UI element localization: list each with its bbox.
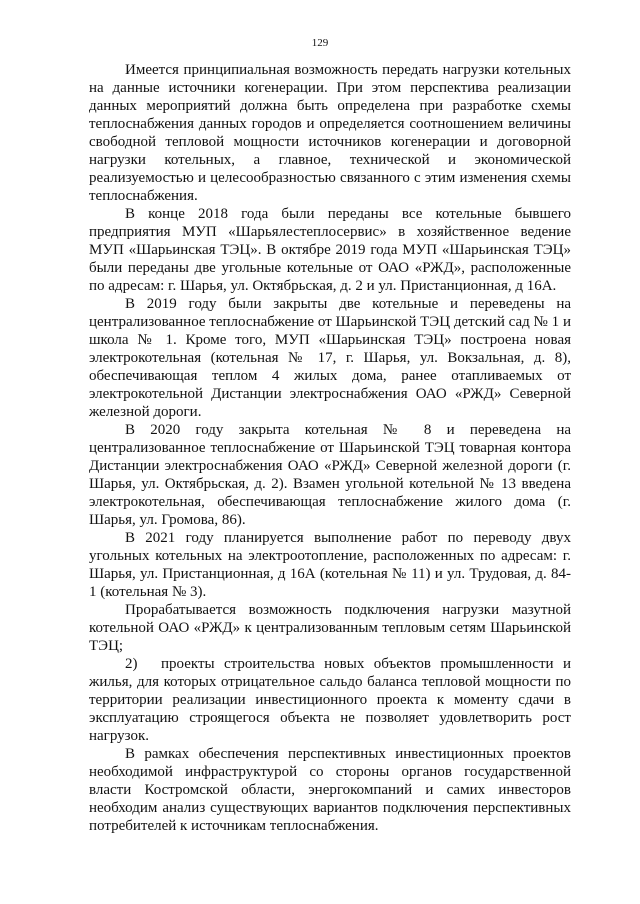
paragraph-2018-transfer: В конце 2018 года были переданы все котельные бывшего предприятия МУП «Шарьялестеплосервис» в хозяйственное ведение МУП «Шарьинская ТЭЦ». В октябре 2019 года МУП «Шарьинская ТЭЦ» были переданы две угольные котельные от ОАО «РЖД», расположенные по адресам: г. Шарья, ул. Октябрьская, д. 2 и ул. Пристанционная, д 16А. — [89, 206, 571, 294]
paragraph-2019-closures: В 2019 году были закрыты две котельные и переведены на централизованное теплоснабжение от Шарьинской ТЭЦ детский сад № 1 и школа № 1. Кроме того, МУП «Шарьинская ТЭЦ» построена новая электрокотельная (котельная № 17, г. Шарья, ул. Вокзальная, д. 8), обеспечивающая теплом 4 жилых дома, ранее отапливаемых от электрокотельной Дистанции электроснабжения ОАО «РЖД» Северной железной дороги. — [89, 296, 571, 420]
list-item-number: 2) — [125, 656, 138, 672]
document-body — [89, 61, 571, 835]
list-item-2 — [89, 655, 571, 745]
paragraph-mazut-boiler: Прорабатывается возможность подключения нагрузки мазутной котельной ОАО «РЖД» к централизованным тепловым сетям Шарьинской ТЭЦ; — [89, 602, 571, 654]
paragraph-investment-projects: В рамках обеспечения перспективных инвестиционных проектов необходимой инфраструктурой со стороны органов государственной власти Костромской области, энергокомпаний и самих инвесторов необходим анализ существующих вариантов подключения перспективных потребителей к источникам теплоснабжения. — [89, 746, 571, 834]
paragraph-cogeneration: Имеется принципиальная возможность передать нагрузки котельных на данные источники когенерации. При этом перспектива реализации данных мероприятий должна быть определена при разработке схемы теплоснабжения данных городов и определяется соотношением величины свободной тепловой мощности источников когенерации и договорной нагрузки котельных, а главное, технической и экономической реализуемостью и целесообразностью связанного с этим изменения схемы теплоснабжения. — [89, 62, 571, 204]
list-item-text: проекты строительства новых объектов промышленности и жилья, для которых отрицательное сальдо баланса тепловой мощности по территории реализации инвестиционного проекта к моменту сдачи в эксплуатацию строящегося объекта не позволяет удовлетворить рост нагрузок. — [89, 656, 571, 744]
page-number: 129 — [311, 37, 329, 49]
paragraph-2020-closures: В 2020 году закрыта котельная № 8 и переведена на централизованное теплоснабжение от Шарьинской ТЭЦ товарная контора Дистанции электроснабжения ОАО «РЖД» Северной железной дороги (г. Шарья, ул. Октябрьская, д. 2). Взамен угольной котельной № 13 введена электрокотельная, обеспечивающая теплоснабжение жилого дома (г. Шарья, ул. Громова, 86). — [89, 422, 571, 528]
paragraph-2021-plans: В 2021 году планируется выполнение работ по переводу двух угольных котельных на электроотопление, расположенных по адресам: г. Шарья, ул. Пристанционная, д 16А (котельная № 11) и ул. Трудовая, д. 84-1 (котельная № 3). — [89, 530, 571, 600]
